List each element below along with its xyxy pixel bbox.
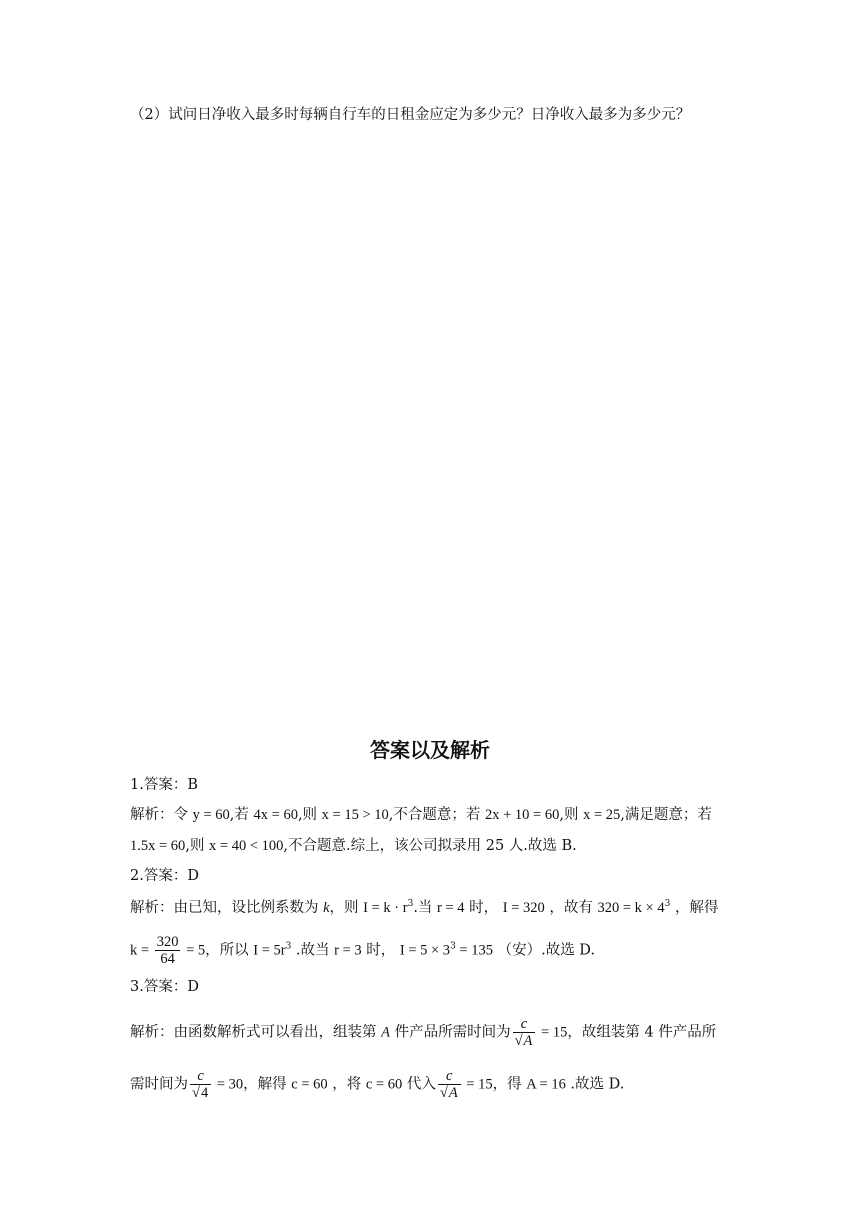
fraction-c-over-sqrt-a: $\frac{c}{√A}$ (438, 1068, 461, 1101)
answer-3-label: 3.答案：D (130, 979, 199, 995)
section-title: 答案以及解析 (370, 738, 490, 762)
fraction-c-over-sqrt-4: $\frac{c}{√4}$ (190, 1068, 211, 1101)
answer-1-explanation-line-1: 解析：令 y = 60,若 4x = 60,则 x = 15 > 10,不合题意；若 2x + 10 = 60,则 x = 25,满足题意；若 (130, 807, 712, 823)
fraction-320-over-64: $\frac{320}{64}$ (156, 934, 179, 967)
answer-1-explanation-line-2: 1.5x = 60,则 x = 40 < 100,不合题意.综上，该公司拟录用 25 人.故选 B. (130, 838, 577, 854)
question-2-text: （2）试问日净收入最多时每辆自行车的日租金应定为多少元？日净收入最多为多少元？ (130, 107, 691, 123)
answer-2-explanation-line-2: k = $\frac{320}{64}$ = 5，所以 $I = 5r^3$ .故当 r = 3 时， $I = 5 \times 3^3 = 135$ （安）.故选 D. (130, 934, 596, 967)
fraction-c-over-sqrt-a: $\frac{c}{√A}$ (513, 1016, 536, 1049)
answer-3-explanation-line-1: 解析：由函数解析式可以看出，组装第 A 件产品所需时间为 $\frac{c}{√A}$ = 15，故组装第 4 件产品所 (130, 1016, 717, 1049)
answer-3-explanation-line-2: 需时间为 $\frac{c}{√4}$ = 30，解得 c = 60 ，将 c = 60 代入 $\frac{c}{√A}$ = 15，得 A = 16 .故选 D. (130, 1068, 625, 1101)
answer-1-label: 1.答案：B (130, 777, 198, 793)
answer-2-explanation-line-1: 解析：由已知，设比例系数为 k，则 $I = k \cdot r^3$.当 r = 4 时， I = 320 ，故有 $320 = k \times 4^3$ ，解得 (130, 899, 719, 916)
answer-2-label: 2.答案：D (130, 868, 199, 884)
